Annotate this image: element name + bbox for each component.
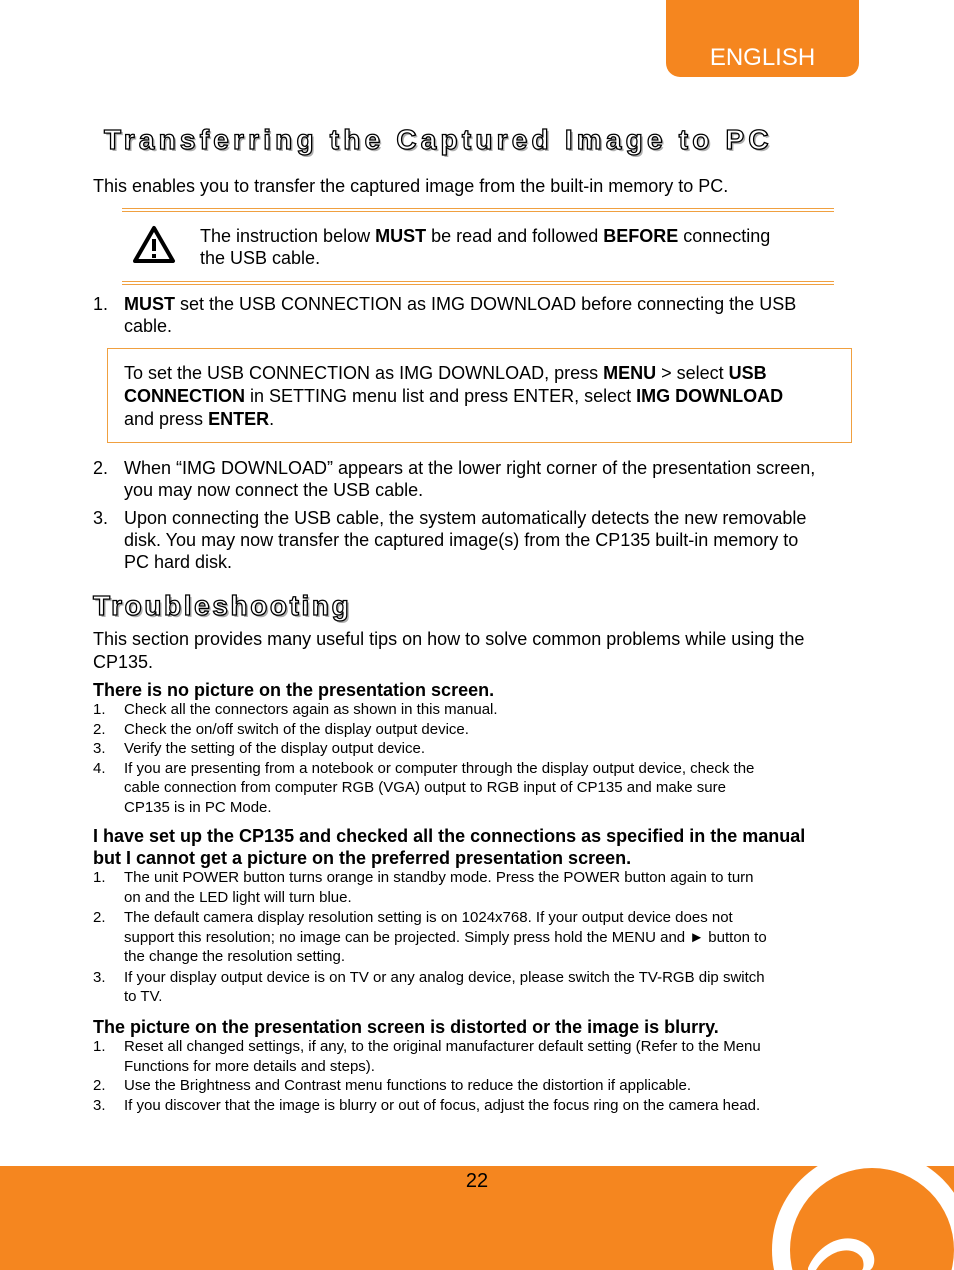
list-item bbox=[93, 968, 767, 1007]
issue2-list bbox=[93, 868, 767, 1007]
list-item bbox=[93, 1096, 761, 1116]
item-number: 1. bbox=[93, 294, 109, 314]
page-number: 22 bbox=[465, 1170, 489, 1192]
list-item bbox=[93, 507, 815, 573]
item-text: Use the Brightness and Contrast menu functions to reduce the distortion if applicable. bbox=[124, 1077, 691, 1094]
step3-text: Upon connecting the USB cable, the system automatically detects the new removable bbox=[124, 508, 807, 528]
item-text: If you discover that the image is blurry or out of focus, adjust the focus ring on the camera head. bbox=[124, 1096, 761, 1114]
step1-text: set the USB CONNECTION as IMG DOWNLOAD before connecting the USB bbox=[175, 294, 797, 314]
warning-bottom-rule bbox=[122, 281, 834, 285]
issue1-list bbox=[93, 700, 754, 817]
warning-text bbox=[200, 225, 770, 269]
list-item bbox=[93, 759, 754, 818]
language-label: ENGLISH bbox=[709, 44, 816, 71]
item-number: 1. bbox=[93, 869, 106, 886]
note-text: > select bbox=[656, 363, 729, 383]
item-text: If you are presenting from a notebook or computer through the display output device, check the bbox=[124, 759, 755, 777]
note-connection: CONNECTION bbox=[124, 386, 245, 406]
usb-connection-note bbox=[107, 348, 852, 443]
intro-line: This section provides many useful tips on how to solve common problems while using the bbox=[93, 629, 805, 649]
intro-line: CP135. bbox=[93, 652, 154, 672]
list-item bbox=[93, 720, 754, 740]
item-number: 2. bbox=[93, 1077, 106, 1094]
troubleshooting-intro bbox=[93, 628, 804, 674]
issue2-question bbox=[93, 825, 805, 869]
item-text: Check all the connectors again as shown in this manual. bbox=[124, 701, 498, 718]
question-line: but I cannot get a picture on the preferred presentation screen. bbox=[93, 848, 632, 868]
issue3-question: The picture on the presentation screen is distorted or the image is blurry. bbox=[93, 1017, 719, 1037]
item-number: 2. bbox=[93, 458, 109, 478]
list-item bbox=[93, 700, 754, 720]
issue3-list bbox=[93, 1037, 761, 1115]
warning-text-part: connecting bbox=[678, 226, 771, 246]
step1-must: MUST bbox=[124, 294, 175, 314]
step-list-1 bbox=[93, 293, 796, 337]
item-number: 1. bbox=[93, 1038, 106, 1055]
list-item bbox=[93, 457, 815, 501]
step3-text: disk. You may now transfer the captured image(s) from the CP135 built-in memory to bbox=[124, 530, 799, 550]
item-text: CP135 is in PC Mode. bbox=[124, 798, 272, 816]
item-number: 2. bbox=[93, 909, 106, 926]
item-text: Functions for more details and steps). bbox=[124, 1057, 375, 1075]
item-number: 3. bbox=[93, 508, 109, 528]
note-text: To set the USB CONNECTION as IMG DOWNLOAD, press bbox=[124, 363, 604, 383]
step-list-2 bbox=[93, 457, 815, 573]
list-item bbox=[93, 739, 754, 759]
warning-before: BEFORE bbox=[603, 226, 679, 246]
step2-text: you may now connect the USB cable. bbox=[124, 480, 424, 500]
list-item bbox=[93, 868, 767, 907]
list-item bbox=[93, 908, 767, 967]
issue1-question: There is no picture on the presentation screen. bbox=[93, 680, 495, 700]
warning-icon bbox=[132, 225, 176, 265]
language-tab bbox=[666, 0, 859, 77]
item-number: 1. bbox=[93, 701, 106, 718]
list-item bbox=[93, 1076, 761, 1096]
note-usb: USB bbox=[728, 363, 767, 383]
warning-text-part: be read and followed bbox=[426, 226, 604, 246]
item-number: 4. bbox=[93, 759, 106, 777]
item-text: Reset all changed settings, if any, to the original manufacturer default setting (Refer to the Menu bbox=[124, 1038, 761, 1055]
warning-text-part: The instruction below bbox=[200, 226, 376, 246]
item-text: The unit POWER button turns orange in standby mode. Press the POWER button again to turn bbox=[124, 869, 754, 886]
item-text: If your display output device is on TV or any analog device, please switch the TV-RGB dip switch bbox=[124, 968, 765, 986]
note-text: . bbox=[269, 409, 275, 429]
warning-text-line2: the USB cable. bbox=[200, 248, 321, 268]
section-title-troubleshooting: Troubleshooting bbox=[93, 590, 352, 621]
question-line: I have set up the CP135 and checked all the connections as specified in the manual bbox=[93, 826, 806, 846]
warning-top-rule bbox=[122, 208, 834, 212]
list-item bbox=[93, 293, 796, 337]
section-title-transfer: Transferring the Captured Image to PC bbox=[104, 124, 773, 155]
list-item bbox=[93, 1037, 761, 1076]
transfer-intro: This enables you to transfer the captured image from the built-in memory to PC. bbox=[93, 176, 729, 196]
item-text: support this resolution; no image can be projected. Simply press hold the MENU and ► button to bbox=[124, 928, 767, 946]
item-number: 2. bbox=[93, 720, 106, 738]
item-text: on and the LED light will turn blue. bbox=[124, 888, 352, 906]
brand-swirl-logo bbox=[750, 1150, 954, 1270]
item-number: 3. bbox=[93, 1096, 106, 1114]
warning-must: MUST bbox=[375, 226, 427, 246]
item-text: the change the resolution setting. bbox=[124, 948, 345, 965]
step3-text: PC hard disk. bbox=[124, 552, 233, 572]
step1-text-line2: cable. bbox=[124, 316, 173, 336]
note-text: and press bbox=[124, 409, 209, 429]
note-enter: ENTER bbox=[208, 409, 270, 429]
item-number: 3. bbox=[93, 740, 106, 757]
note-img-download: IMG DOWNLOAD bbox=[636, 386, 784, 406]
step2-text: When “IMG DOWNLOAD” appears at the lower right corner of the presentation screen, bbox=[124, 458, 816, 478]
note-menu: MENU bbox=[603, 363, 657, 383]
item-text: Verify the setting of the display output device. bbox=[124, 740, 426, 757]
item-text: cable connection from computer RGB (VGA) output to RGB input of CP135 and make sure bbox=[124, 779, 726, 796]
note-text: in SETTING menu list and press ENTER, select bbox=[245, 386, 637, 406]
item-text: Check the on/off switch of the display output device. bbox=[124, 720, 469, 738]
item-text: The default camera display resolution setting is on 1024x768. If your output device does not bbox=[124, 909, 733, 926]
item-text: to TV. bbox=[124, 988, 163, 1005]
item-number: 3. bbox=[93, 968, 106, 986]
